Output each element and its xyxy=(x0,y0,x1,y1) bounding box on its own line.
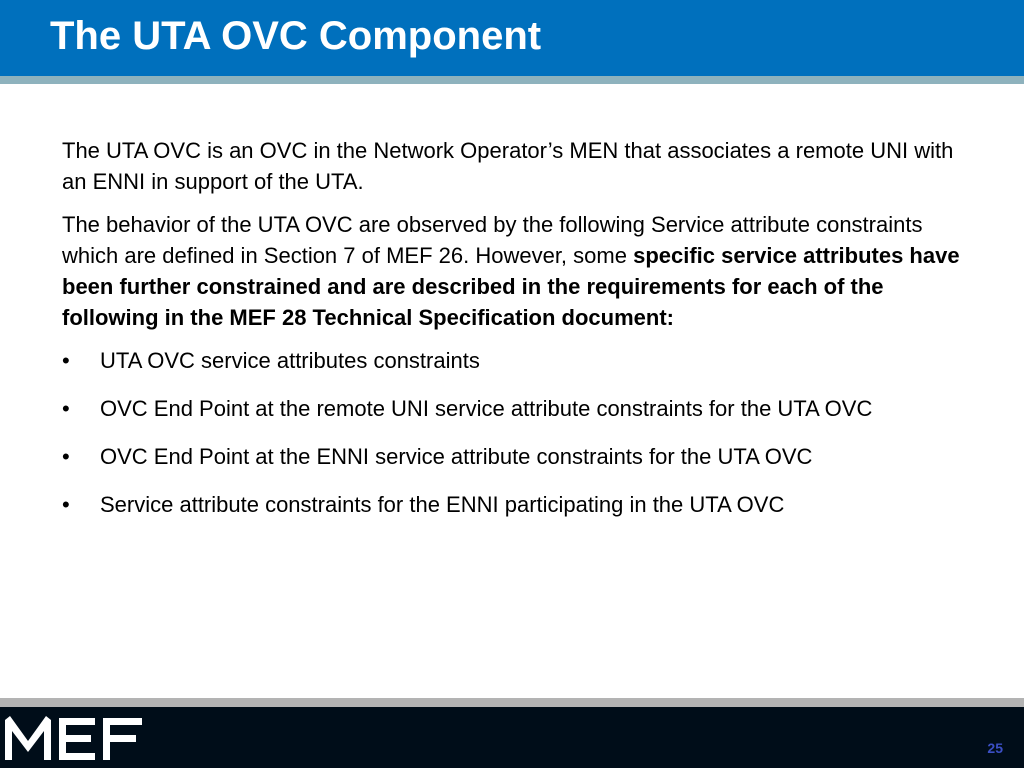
list-item xyxy=(62,393,962,424)
title-divider xyxy=(0,76,1024,84)
list-item xyxy=(62,441,962,472)
list-item-text: OVC End Point at the ENNI service attribute constraints for the UTA OVC xyxy=(100,444,813,469)
behavior-paragraph xyxy=(62,209,962,333)
list-item-text: UTA OVC service attributes constraints xyxy=(100,348,480,373)
bullet-icon: • xyxy=(62,396,70,421)
mef-logo xyxy=(3,714,145,768)
footer-divider xyxy=(0,698,1024,707)
list-item-text: OVC End Point at the remote UNI service attribute constraints for the UTA OVC xyxy=(100,396,873,421)
bullet-icon: • xyxy=(62,348,70,373)
bullet-icon: • xyxy=(62,492,70,517)
behavior-paragraph-text: The behavior of the UTA OVC are observed by the following Service attribute constraints which are defined in Section 7 of MEF 26. However, some xyxy=(62,212,923,268)
intro-paragraph: The UTA OVC is an OVC in the Network Operator’s MEN that associates a remote UNI with an ENNI in support of the UTA. xyxy=(62,138,954,194)
slide-body xyxy=(62,135,962,537)
footer-bar xyxy=(0,707,1024,768)
page-number: 25 xyxy=(987,740,1003,756)
title-bar xyxy=(0,0,1024,76)
slide-title: The UTA OVC Component xyxy=(50,14,542,58)
list-item xyxy=(62,489,962,520)
mef-logo-graphic xyxy=(3,714,145,764)
list-item-text: Service attribute constraints for the ENNI participating in the UTA OVC xyxy=(100,492,785,517)
list-item xyxy=(62,345,962,376)
bullet-icon: • xyxy=(62,444,70,469)
constraints-list xyxy=(62,345,962,520)
behavior-paragraph-emphasis: specific service attributes have been further constrained and are described in the requirements for each of the following in the MEF 28 Technical Specification document: xyxy=(62,243,960,330)
